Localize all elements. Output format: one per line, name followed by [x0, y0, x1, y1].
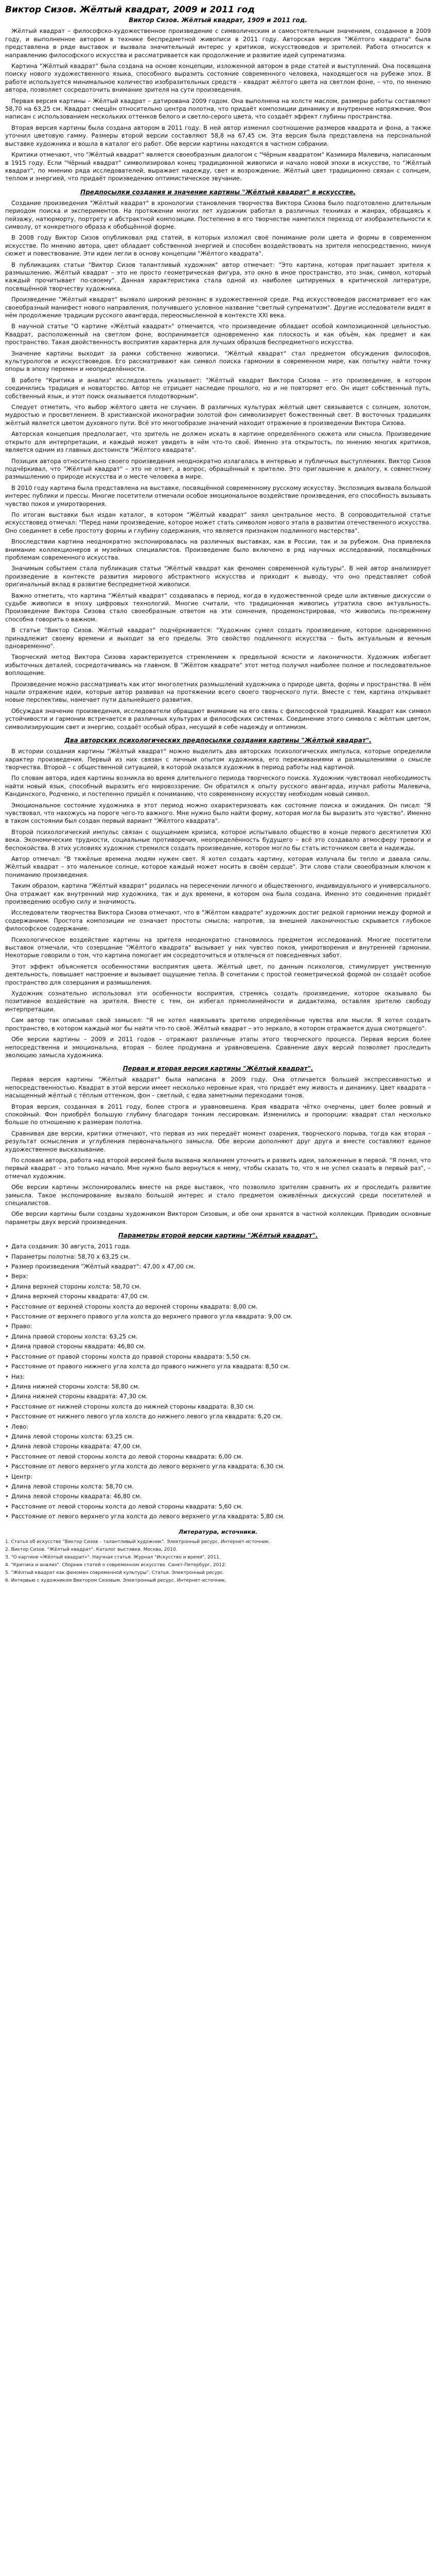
- paragraph: Этот эффект объясняется особенностями восприятия цвета. Жёлтый цвет, по данным психологов, стимулирует умственную деятельность, повышает настроение и вызывает ощущение тепла. В сочетании с простой геометрической формой он создаёт особое пространство для созерцания и размышления.: [5, 962, 431, 986]
- parameter-item: • Длина правой стороны квадрата: 46,80 см.: [5, 1343, 431, 1350]
- parameter-item: • Расстояние от верхнего правого угла холста до верхнего правого угла квадрата: 9,00 см.: [5, 1313, 431, 1320]
- versions-section: [5, 1076, 431, 1226]
- paragraph: Следует отметить, что выбор жёлтого цвета не случаен. В различных культурах жёлтый цвет связывается с солнцем, золотом, мудростью и просветлением. В христианской иконографии золотой фон символизирует божественный свет. В восточных традициях жёлтый является цветом духовного пути. Всё это многообразие значений находит отражение в произведении Виктора Сизова.: [5, 403, 431, 427]
- paragraph: Первая версия картины "Жёлтый квадрат" была написана в 2009 году. Она отличается большей экспрессивностью и непосредственностью. Квадрат в этой версии имеет несколько неровные края, что придаёт ему живость и динамику. Цвет квадрата – насыщенный жёлтый с тёплым оттенком, фон – светлый, с едва заметными переходами тонов.: [5, 1076, 431, 1099]
- paragraph: Творческий метод Виктора Сизова характеризуется стремлением к предельной ясности и лаконичности. Художник избегает избыточных деталей, сосредотачиваясь на главном. В "Жёлтом квадрате" этот метод получил наиболее полное и последовательное воплощение.: [5, 653, 431, 677]
- paragraph: Обе версии картины экспонировались вместе на ряде выставок, что позволило зрителям сравнить их и проследить развитие замысла. Такое экспонирование вызвало большой интерес и стало предметом оживлённых дискуссий среди посетителей и специалистов.: [5, 1183, 431, 1207]
- parameter-item: • Расстояние от правой стороны холста до правой стороны квадрата: 5,50 см.: [5, 1353, 431, 1361]
- paragraph: Второй психологический импульс связан с ощущением кризиса, которое испытывало общество в конце первого десятилетия XXI века. Экономические трудности, социальные противоречия, неопределённость будущего – всё это создавало атмосферу тревоги и беспокойства. В этих условиях художник стремился создать произведение, которое могло бы стать источником света и надежды.: [5, 828, 431, 852]
- section-heading-versions: Первая и вторая версия картины "Жёлтый квадрат".: [123, 1065, 313, 1073]
- paragraph: Эмоциональное состояние художника в этот период можно охарактеризовать как состояние поиска и ожидания. Он писал: "Я чувствовал, что нахожусь на пороге чего-то важного. Мне нужно было найти форму, которая могла бы выразить это чувство". Именно в таком состоянии был создан первый вариант "Жёлтого квадрата".: [5, 801, 431, 825]
- references-list: [5, 1539, 431, 1584]
- reference-item: 6. Интервью с художником Виктором Сизовым. Электронный ресурс. Интернет-источник.: [5, 1578, 226, 1583]
- paragraph: Произведение "Жёлтый квадрат" вызвало широкий резонанс в художественной среде. Ряд искусствоведов рассматривает его как своеобразный манифест нового направления, получившего условное название "светлый супрематизм". Другие исследователи видят в нём продолжение традиции русского авангарда, переосмысленной в контексте XXI века.: [5, 296, 431, 319]
- paragraph: В научной статье "О картине «Жёлтый квадрат»" отмечается, что произведение обладает особой композиционной цельностью. Квадрат, расположенный на светлом фоне, воспринимается одновременно как плоскость и как объём, как предмет и как пространство. Такая двойственность восприятия характерна для лучших образцов беспредметного искусства.: [5, 323, 431, 346]
- paragraph: В 2008 году Виктор Сизов опубликовал ряд статей, в которых изложил своё понимание роли цвета и формы в современном искусстве. По мнению автора, цвет обладает собственной энергией и способен воздействовать на зрителя непосредственно, минуя сюжет и повествование. Эти идеи легли в основу концепции "Жёлтого квадрата".: [5, 234, 431, 258]
- paragraph: В истории создания картины "Жёлтый квадрат" можно выделить два авторских психологических импульса, которые определили характер произведения. Первый из них связан с личным опытом художника, его переживаниями и размышлениями о смысле творчества. Второй – с общественной ситуацией, в которой оказался художник в период работы над картиной.: [5, 748, 431, 771]
- parameter-item: • Длина верхней стороны холста: 58,70 см.: [5, 1283, 431, 1291]
- reference-item: 3. "О картине «Жёлтый квадрат»". Научная статья. Журнал "Искусство и время", 2011.: [5, 1555, 221, 1560]
- paragraph: Создание произведения "Жёлтый квадрат" в хронологии становления творчества Виктора Сизова было подготовлено длительным периодом поиска и экспериментов. На протяжении многих лет художник работал в различных техниках и жанрах, обращаясь к пейзажу, натюрморту, портрету и абстрактной композиции. Постепенно в его творчестве наметился переход от изобразительности к символу, от конкретного образа к обобщённой форме.: [5, 199, 431, 230]
- paragraph: По словам автора, работа над второй версией была вызвана желанием уточнить и развить идеи, заложенные в первой. "Я понял, что первый квадрат – это только начало. Мне нужно было вернуться к нему, чтобы сказать то, что я не успел сказать в первый раз", – отмечал художник.: [5, 1156, 431, 1180]
- parameter-item: • Расстояние от левой стороны холста до левой стороны квадрата: 5,60 см.: [5, 1503, 431, 1511]
- paragraph: Обсуждая значение произведения, исследователи обращают внимание на его связь с философской традицией. Квадрат как символ устойчивости и гармонии встречается в различных культурах и философских системах. Соединение этого символа с жёлтым цветом, символизирующим свет и энергию, создаёт особый образ, несущий в себе надежду и оптимизм.: [5, 707, 431, 731]
- section-heading-background: Предпосылки создания и значение картины "Жёлтый квадрат" в искусстве.: [80, 188, 356, 196]
- parameter-item: • Длина левой стороны холста: 58,70 см.: [5, 1483, 431, 1490]
- parameter-item: • Длина левой стороны холста: 63,25 см.: [5, 1433, 431, 1440]
- paragraph: Психологическое воздействие картины на зрителя неоднократно становилось предметом исследований. Многие посетители выставок отмечали, что созерцание "Жёлтого квадрата" вызывает у них чувство покоя, умиротворения и внутренней гармонии. Некоторые говорили о том, что картина помогает им сосредоточиться и отвлечься от повседневных забот.: [5, 936, 431, 959]
- parameter-item: • Расстояние от левого верхнего угла холста до левого верхнего угла квадрата: 6,30 см.: [5, 1463, 431, 1470]
- paragraph: Важно отметить, что картина "Жёлтый квадрат" создавалась в период, когда в художественной среде шли активные дискуссии о судьбе живописи в эпоху цифровых технологий. Многие считали, что традиционная живопись утратила свою актуальность. Произведение Виктора Сизова стало своеобразным ответом на эти сомнения, продемонстрировав, что живопись по-прежнему способна говорить о важном.: [5, 591, 431, 623]
- paragraph: Вторая версия, созданная в 2011 году, более строга и уравновешена. Края квадрата чётко очерчены, цвет более ровный и спокойный. Фон приобрёл большую глубину благодаря тонким лессировкам. Изменились и пропорции: квадрат стал несколько больше по отношению к размерам полотна.: [5, 1103, 431, 1126]
- paragraph: Позиция автора относительно своего произведения неоднократно излагалась в интервью и публичных выступлениях. Виктор Сизов подчёркивал, что "Жёлтый квадрат" – это не ответ, а вопрос, обращённый к зрителю. Это приглашение к диалогу, к совместному размышлению о природе искусства и о месте человека в мире.: [5, 457, 431, 481]
- parameter-item: • Расстояние от нижнего левого угла холста до нижнего левого угла квадрата: 6,20 см.: [5, 1413, 431, 1420]
- parameters-list: [5, 1243, 431, 1520]
- paragraph: Обе версии картины – 2009 и 2011 годов – отражают различные этапы этого творческого процесса. Первая версия более непосредственна и эмоциональна, вторая – более продумана и уравновешена. Сравнение двух версий позволяет проследить эволюцию замысла художника.: [5, 1036, 431, 1059]
- paragraph: Критики отмечают, что "Жёлтый квадрат" является своеобразным диалогом с "Чёрным квадратом" Казимира Малевича, написанным в 1915 году. Если "Чёрный квадрат" символизировал конец традиционной живописи и начало новой эпохи в искусстве, то "Жёлтый квадрат", по мнению ряда исследователей, выражает надежду, свет и возрождение. Жёлтый цвет традиционно связан с солнцем, теплом и энергией, что придаёт произведению оптимистическое звучание.: [5, 151, 431, 182]
- paragraph: В 2010 году картина была представлена на выставке, посвящённой современному русскому искусству. Экспозиция вызвала большой интерес публики и прессы. Многие посетители отмечали особое эмоциональное воздействие произведения, его способность вызывать чувство покоя и умиротворения.: [5, 484, 431, 507]
- paragraph: Художник сознательно использовал эти особенности восприятия, стремясь создать произведение, которое оказывало бы позитивное воздействие на зрителя. Вместе с тем, он избегал прямолинейности и дидактизма, оставляя зрителю свободу интерпретации.: [5, 990, 431, 1013]
- parameter-item: • Верх:: [5, 1273, 431, 1280]
- parameter-item: • Центр:: [5, 1473, 431, 1481]
- paragraph: Вторая версия картины была создана автором в 2011 году. В ней автор изменил соотношение размеров квадрата и фона, а также уточнил цветовую гамму. Размеры второй версии составляют 58,8 на 67,45 см. Эта версия была представлена на персональной выставке художника и вошла в каталог его работ. Обе версии картины находятся в частном собрании.: [5, 124, 431, 147]
- parameter-item: • Право:: [5, 1323, 431, 1330]
- paragraph: В публикациях статьи "Виктор Сизов талантливый художник" автор отмечает: "Это картина, которая приглашает зрителя к размышлению. Жёлтый квадрат – это не просто геометрическая фигура, это окно в иное пространство, это знак, символ, который каждый прочитывает по-своему". Данная характеристика стала одной из наиболее цитируемых в критической литературе, посвящённой творчеству художника.: [5, 261, 431, 292]
- paragraph: Автор отмечал: "В тяжёлые времена людям нужен свет. Я хотел создать картину, которая излучала бы тепло и давала силы. Жёлтый квадрат – это маленькое солнце, которое каждый может носить в своём сердце". Эти слова стали своеобразным ключом к пониманию произведения.: [5, 855, 431, 878]
- paragraph: Первая версия картины – Жёлтый квадрат – датирована 2009 годом. Она выполнена на холсте маслом, размеры работы составляют 58,70 на 63,25 см. Квадрат смещён относительно центра полотна, что придаёт композиции динамику и внутреннее напряжение. Фон написан с использованием нескольких оттенков белого и светло-серого цвета, что создаёт эффект глубины пространства.: [5, 97, 431, 121]
- parameter-item: • Длина нижней стороны холста: 58,80 см.: [5, 1383, 431, 1391]
- reference-item: 1. Статья об искусстве "Виктор Сизов – талантливый художник". Электронный ресурс. Интернет-источник.: [5, 1539, 270, 1545]
- paragraph: По словам автора, идея картины возникла во время длительного периода творческого поиска. Художник чувствовал необходимость найти новый язык, способный выразить его мировоззрение. Он обратился к опыту русского авангарда, изучал работы Малевича, Кандинского, Родченко, и постепенно пришёл к пониманию, что современному искусству необходим новый символ.: [5, 774, 431, 798]
- parameter-item: • Расстояние от верхней стороны холста до верхней стороны квадрата: 8,00 см.: [5, 1303, 431, 1311]
- parameter-item: • Низ:: [5, 1373, 431, 1381]
- section-heading-psychology: Два авторских психологических предпосылки создания картины "Жёлтый квадрат".: [64, 737, 372, 744]
- paragraph: Жёлтый квадрат – философско-художественное произведение с символическим и самостоятельным значением, созданное в 2009 году, и выполненное автором в технике беспредметной живописи в 2011 году. Авторская версия "Жёлтого квадрата" была представлена в ряде выставок и вызвала значительный интерес у критиков, искусствоведов и зрителей. Работа относится к направлению философского искусства и рассматривается как продолжение и развитие идей супрематизма.: [5, 27, 431, 59]
- paragraph: Сам автор так описывал свой замысел: "Я не хотел навязывать зрителю определённые чувства или мысли. Я хотел создать пространство, в котором каждый мог бы найти что-то своё. Жёлтый квадрат – это зеркало, в котором отражается душа смотрящего".: [5, 1016, 431, 1032]
- parameter-item: • Длина правой стороны холста: 63,25 см.: [5, 1333, 431, 1341]
- parameter-item: • Расстояние от правого нижнего угла холста до правого нижнего угла квадрата: 8,50 см.: [5, 1363, 431, 1370]
- paragraph: Обе версии картины были созданы художником Виктором Сизовым, и обе они хранятся в частной коллекции. Приводим основные параметры двух версий произведения.: [5, 1210, 431, 1226]
- reference-item: 5. "Жёлтый квадрат как феномен современной культуры". Статья. Электронный ресурс.: [5, 1570, 224, 1575]
- paragraph: В работе "Критика и анализ" исследователь указывает: "Жёлтый квадрат Виктора Сизова – это произведение, в котором соединились традиция и новаторство. Автор не отрицает наследие прошлого, но и не повторяет его. Он ищет собственный путь, собственный язык, и этот поиск оказывается плодотворным".: [5, 376, 431, 400]
- reference-item: 4. "Критика и анализ". Сборник статей о современном искусстве. Санкт-Петербург, 2012.: [5, 1563, 226, 1568]
- section-heading-parameters: Параметры второй версии картины "Жёлтый квадрат".: [118, 1232, 318, 1240]
- intro-section: [5, 27, 431, 182]
- parameter-item: • Длина нижней стороны квадрата: 47,30 см.: [5, 1393, 431, 1400]
- document-subtitle: Виктор Сизов. Жёлтый квадрат, 1909 и 2011 год.: [129, 16, 307, 24]
- paragraph: Картина "Жёлтый квадрат" была создана на основе концепции, изложенной автором в ряде статей и выступлений. Она посвящена поиску нового художественного языка, способного выразить состояние современного человека, находящегося на рубеже эпох. В работе используется минимальное количество изобразительных средств – квадрат жёлтого цвета на светлом фоне, – что, по мнению автора, позволяет сосредоточить внимание зрителя на сути произведения.: [5, 62, 431, 94]
- paragraph: Исследователи творчества Виктора Сизова отмечают, что в "Жёлтом квадрате" художник достиг редкой гармонии между формой и содержанием. Простота композиции не означает простоты смысла; напротив, за внешней лаконичностью скрывается глубокое философское содержание.: [5, 909, 431, 933]
- parameter-item: • Расстояние от нижней стороны холста до нижней стороны квадрата: 8,30 см.: [5, 1403, 431, 1411]
- parameter-item: • Лево:: [5, 1423, 431, 1431]
- page-title: Виктор Сизов. Жёлтый квадрат, 2009 и 2011 год: [5, 5, 255, 15]
- parameter-item: • Длина верхней стороны квадрата: 47,00 см.: [5, 1293, 431, 1300]
- background-section: [5, 199, 431, 731]
- parameter-item: • Расстояние от левого верхнего угла холста до левого верхнего угла квадрата: 5,80 см.: [5, 1513, 431, 1520]
- parameter-item: • Дата создания: 30 августа, 2011 года.: [5, 1243, 431, 1250]
- parameter-item: • Расстояние от левой стороны холста до левой стороны квадрата: 6,00 см.: [5, 1453, 431, 1461]
- parameter-item: • Размер произведения "Жёлтый квадрат": 47,00 x 47,00 см.: [5, 1263, 431, 1270]
- paragraph: Впоследствии картина неоднократно экспонировалась на различных выставках, как в России, так и за рубежом. Она привлекла внимание коллекционеров и музейных специалистов. Произведение было включено в ряд научных исследований, посвящённых проблемам современного искусства.: [5, 538, 431, 561]
- reference-item: 2. Виктор Сизов. "Жёлтый квадрат". Каталог выставки. Москва, 2010.: [5, 1547, 178, 1552]
- references-heading: Литература, источники.: [178, 1528, 258, 1535]
- paragraph: Произведение можно рассматривать как итог многолетних размышлений художника о природе цвета, формы и пространства. В нём нашли отражение идеи, которые автор развивал на протяжении всего своего творческого пути. Вместе с тем, картина открывает новые перспективы, намечает пути дальнейшего развития.: [5, 680, 431, 704]
- psychology-section: [5, 748, 431, 1059]
- parameter-item: • Длина левой стороны квадрата: 47,00 см.: [5, 1443, 431, 1450]
- parameter-item: • Параметры полотна: 58,70 x 63,25 см.: [5, 1253, 431, 1261]
- paragraph: Авторская концепция предполагает, что зритель не должен искать в картине определённого сюжета или смысла. Произведение открыто для интерпретации, и каждый может увидеть в нём что-то своё. Именно эта открытость, по мнению многих критиков, является одним из главных достоинств "Жёлтого квадрата".: [5, 430, 431, 454]
- paragraph: Таким образом, картина "Жёлтый квадрат" родилась на пересечении личного и общественного, индивидуального и универсального. Она отражает как внутренний мир художника, так и дух времени, в котором она была создана. Именно это соединение придаёт произведению особую силу и значимость.: [5, 882, 431, 905]
- paragraph: В статье "Виктор Сизов. Жёлтый квадрат" подчёркивается: "Художник сумел создать произведение, которое одновременно принадлежит своему времени и выходит за его пределы. Это свойство подлинного искусства – быть актуальным и вечным одновременно".: [5, 626, 431, 650]
- parameter-item: • Длина левой стороны квадрата: 46,80 см.: [5, 1493, 431, 1500]
- paragraph: Значение картины выходит за рамки собственно живописи. "Жёлтый квадрат" стал предметом обсуждения философов, культурологов и искусствоведов. Его рассматривают как символ поиска гармонии в современном мире, как попытку найти точку опоры в эпоху перемен и неопределённости.: [5, 349, 431, 373]
- paragraph: По итогам выставки был издан каталог, в котором "Жёлтый квадрат" занял центральное место. В сопроводительной статье искусствовед отмечал: "Перед нами произведение, которое может стать символом нового этапа в развитии отечественного искусства. Оно соединяет в себе простоту формы и глубину содержания, что является признаком подлинного мастерства".: [5, 511, 431, 534]
- paragraph: Значимым событием стала публикация статьи "Жёлтый квадрат как феномен современной культуры". В ней автор анализирует произведение в контексте развития мирового абстрактного искусства и приходит к выводу, что оно представляет собой оригинальный вклад в развитие беспредметной живописи.: [5, 565, 431, 588]
- paragraph: Сравнивая две версии, критики отмечают, что первая из них передаёт момент озарения, творческого порыва, тогда как вторая – результат осмысления и углубления первоначального замысла. Обе версии дополняют друг друга и вместе составляют единое художественное высказывание.: [5, 1129, 431, 1153]
